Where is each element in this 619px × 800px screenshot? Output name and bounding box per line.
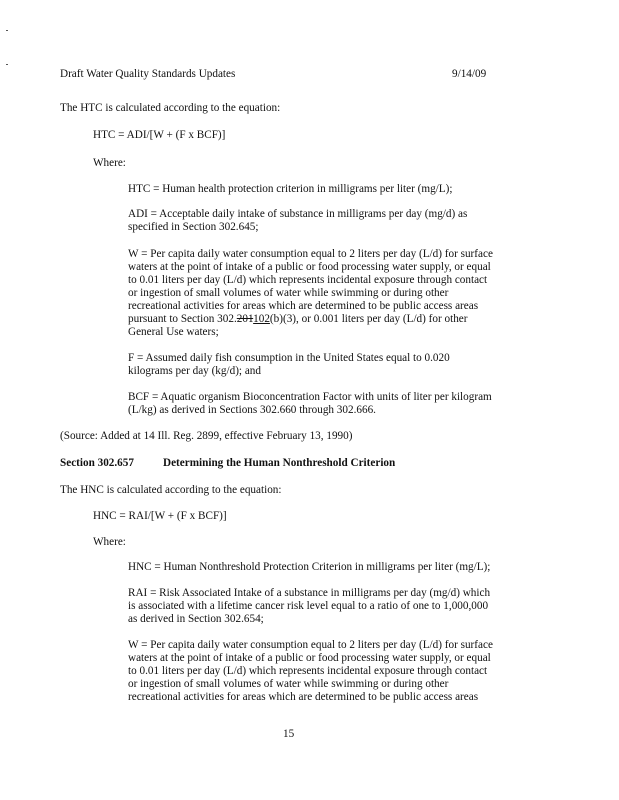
hnc-definition: HNC = Human Nonthreshold Protection Criterion in milligrams per liter (mg/L); (128, 561, 491, 573)
source-note: (Source: Added at 14 Ill. Reg. 2899, effective February 13, 1990) (60, 430, 353, 442)
rai-definition-line-1: RAI = Risk Associated Intake of a substance in milligrams per day (mg/d) which (128, 587, 491, 599)
running-header-date: 9/14/09 (452, 68, 487, 80)
page-number: 15 (283, 728, 295, 740)
hnc-intro: The HNC is calculated according to the equation: (60, 484, 282, 496)
f-definition-line-2: kilograms per day (kg/d); and (128, 365, 261, 377)
htc-equation: HTC = ADI/[W + (F x BCF)] (93, 129, 226, 141)
bcf-definition-line-2: (L/kg) as derived in Sections 302.660 through 302.666. (128, 404, 376, 416)
section-title: Determining the Human Nonthreshold Criterion (163, 457, 396, 469)
w-definition-line-5: recreational activities for areas which are determined to be public access areas (128, 300, 479, 312)
hnc-w-definition-line-2: waters at the point of intake of a public or food processing water supply, or equal (128, 652, 491, 664)
running-header-title: Draft Water Quality Standards Updates (60, 68, 236, 80)
scan-speck (6, 64, 8, 65)
w-definition-line-6 (128, 313, 468, 327)
hnc-w-definition-line-3: to 0.01 liters per day (L/d) which represents incidental exposure through contact (128, 665, 488, 677)
section-number: Section 302.657 (60, 457, 134, 469)
htc-definition: HTC = Human health protection criterion in milligrams per liter (mg/L); (128, 183, 453, 195)
w-definition-line-3: to 0.01 liters per day (L/d) which represents incidental exposure through contact (128, 274, 488, 286)
scan-speck (6, 30, 8, 31)
hnc-w-definition-line-5: recreational activities for areas which are determined to be public access areas (128, 691, 479, 703)
w-definition-line-4: or ingestion of small volumes of water while swimming or during other (128, 287, 449, 299)
bcf-definition-line-1: BCF = Aquatic organism Bioconcentration Factor with units of liter per kilogram (128, 391, 492, 403)
w-definition-line-1: W = Per capita daily water consumption equal to 2 liters per day (L/d) for surface (128, 248, 493, 260)
inserted-section-number: 102 (253, 313, 270, 325)
hnc-equation: HNC = RAI/[W + (F x BCF)] (93, 510, 227, 522)
hnc-where: Where: (93, 536, 126, 548)
hnc-w-definition-line-4: or ingestion of small volumes of water while swimming or during other (128, 678, 449, 690)
adi-definition-line-1: ADI = Acceptable daily intake of substance in milligrams per day (mg/d) as (128, 208, 468, 220)
w-line-6-text-b: (b)(3), or 0.001 liters per day (L/d) for other (269, 313, 468, 325)
w-definition-line-7: General Use waters; (128, 326, 219, 338)
f-definition-line-1: F = Assumed daily fish consumption in the United States equal to 0.020 (128, 352, 450, 364)
adi-definition-line-2: specified in Section 302.645; (128, 221, 259, 233)
w-line-6-text-a: pursuant to Section 302. (128, 313, 237, 325)
w-definition-line-2: waters at the point of intake of a public or food processing water supply, or equal (128, 261, 491, 273)
deleted-section-number: 201 (236, 313, 254, 325)
htc-where: Where: (93, 157, 126, 169)
htc-intro: The HTC is calculated according to the equation: (60, 102, 281, 114)
rai-definition-line-3: as derived in Section 302.654; (128, 613, 264, 625)
hnc-w-definition-line-1: W = Per capita daily water consumption equal to 2 liters per day (L/d) for surface (128, 639, 493, 651)
rai-definition-line-2: is associated with a lifetime cancer risk level equal to a ratio of one to 1,000,000 (128, 600, 489, 612)
